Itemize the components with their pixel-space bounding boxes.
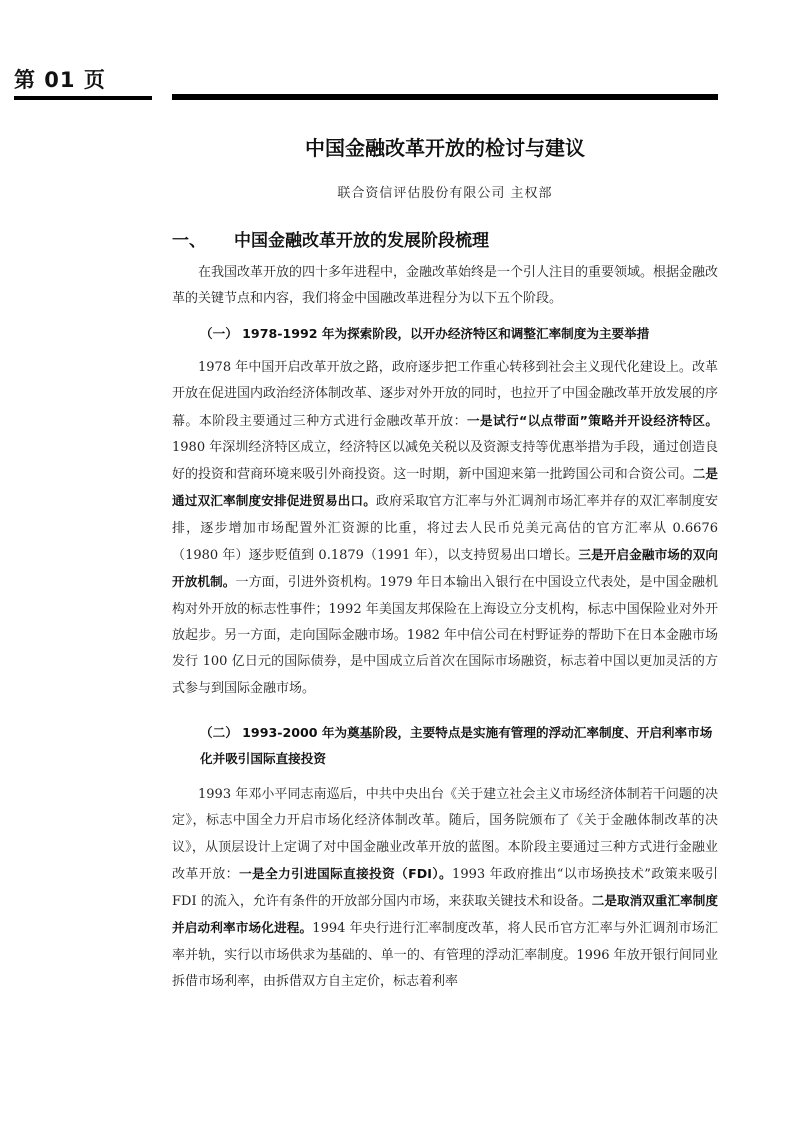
text-run: 政府采取官方汇率与外汇调剂市场汇率并存的双汇率制度安排，逐步增加市场配置外汇资源的比重，将过去人民币兑美元高估的官方汇率从 0.6676（1980 年）逐步贬值到 0.1879（1991 年），以支持贸易出口增长。 [172, 494, 718, 564]
page-number-label: 第 01 页 [14, 68, 106, 92]
document-author: 联合资信评估股份有限公司 主权部 [337, 186, 553, 201]
bold-point: 一是试行“以点带面”策略并开设经济特区。 [466, 412, 718, 428]
section-heading [172, 226, 489, 251]
subsection-heading-2: （二） 1993-2000 年为奠基阶段，主要特点是实施有管理的浮动汇率制度、开启利率市场化并吸引国际直接投资 [200, 725, 713, 767]
bold-point: 一是全力引进国际直接投资（FDI）。 [239, 865, 453, 881]
section-title: 中国金融改革开放的发展阶段梳理 [234, 231, 489, 251]
stage2-paragraph [172, 782, 718, 995]
text-run: 1993 年政府推出“以市场换技术”政策来吸引 FDI 的流入，允许有条件的开放部分国内市场，来获取关键技术和设备。 [172, 866, 718, 910]
text-run: 1978 年中国开启改革开放之路，政府逐步把工作重心转移到社会主义现代化建设上。改革开放在促进国内政治经济体制改革、逐步对外开放的同时，也拉开了中国金融改革开放发展的序幕。本阶段主要通过三种方式进行金融改革开放： [172, 360, 719, 429]
header-rule-left [14, 96, 152, 100]
text-run: 1994 年央行进行汇率制度改革，将人民币官方汇率与外汇调剂市场汇率并轨，实行以市场供求为基础的、单一的、有管理的浮动汇率制度。1996 年放开银行间同业拆借市场利率，由拆借双方自主定价，标志着利率 [172, 921, 719, 990]
text-run: 1980 年深圳经济特区成立，经济特区以减免关税以及资源支持等优惠举措为手段，通过创造良好的投资和营商环境来吸引外商投资。这一时期，新中国迎来第一批跨国公司和合资公司。 [172, 439, 718, 483]
subsection-heading-1: （一） 1978-1992 年为探索阶段，以开办经济特区和调整汇率制度为主要举措 [200, 326, 650, 341]
header-rule-right [172, 94, 718, 100]
stage1-paragraph [172, 355, 718, 702]
section-number: 一、 [172, 231, 206, 251]
text-run: 一方面，引进外资机构。1979 年日本输出入银行在中国设立代表处，是中国金融机构对外开放的标志性事件；1992 年美国友邦保险在上海设立分支机构，标志中国保险业对外开放起步。另一方面，走向国际金融市场。1982 年中信公司在村野证券的帮助下在日本金融市场发行 100 亿日元的国际债券，是中国成立后首次在国际市场融资，标志着中国以更加灵活的方式参与到国际金融市场。 [172, 575, 719, 696]
intro-paragraph: 在我国改革开放的四十多年进程中，金融改革始终是一个引人注目的重要领域。根据金融改革的关键节点和内容，我们将金中国融改革进程分为以下五个阶段。 [172, 265, 719, 307]
bold-point: 二是取消双重汇率制度并启动利率市场化进程。 [172, 893, 719, 936]
bold-point: 三是开启金融市场的双向开放机制。 [172, 547, 718, 590]
document-title: 中国金融改革开放的检讨与建议 [305, 136, 585, 160]
bold-point: 二是通过双汇率制度安排促进贸易出口。 [172, 466, 718, 509]
text-run: 1993 年邓小平同志南巡后，中共中央出台《关于建立社会主义市场经济体制若干问题的决定》，标志中国全力开启市场化经济体制改革。随后，国务院颁布了《关于金融体制改革的决议》，从顶层设计上定调了对中国金融业改革开放的蓝图。本阶段主要通过三种方式进行金融业改革开放： [172, 787, 718, 882]
